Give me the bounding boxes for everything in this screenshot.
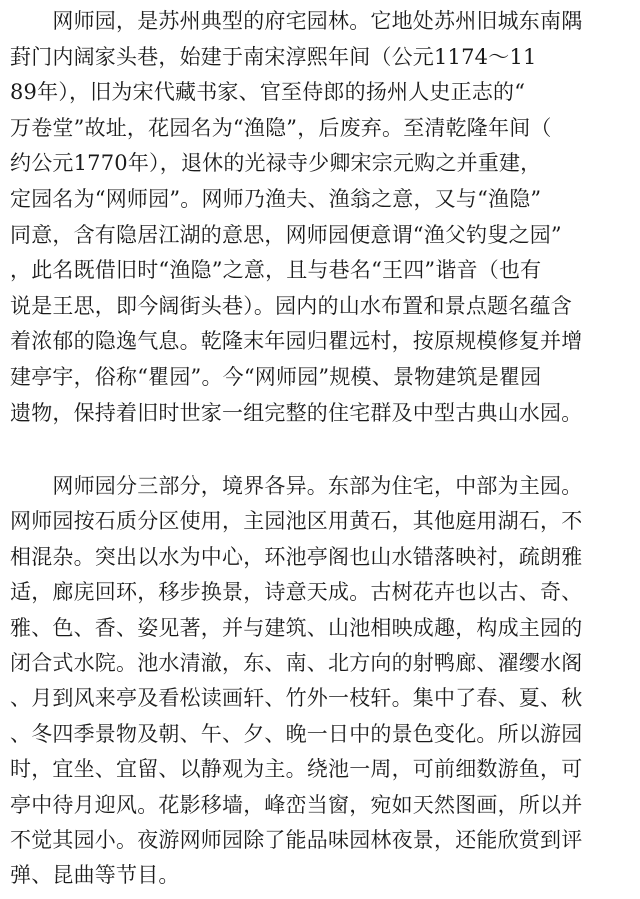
- text-line: 网师园分三部分，境界各异。东部为住宅，中部为主园。: [10, 474, 583, 498]
- text-line: 着浓郁的隐逸气息。乾隆末年园归瞿远村，按原规模修复并增: [10, 329, 583, 354]
- text-line: 遗物，保持着旧时世家一组完整的住宅群及中型古典山水园。: [10, 400, 583, 425]
- text-line: 雅、色、香、姿见著，并与建筑、山池相映成趣，构成主园的: [10, 615, 583, 640]
- text-line: 定园名为“网师园”。网师乃渔夫、渔翁之意，又与“渔隐”: [10, 186, 542, 211]
- text-line: 、月到风来亭及看松读画轩、竹外一枝轩。集中了春、夏、秋: [10, 686, 583, 711]
- text-line: 葑门内阔家头巷，始建于南宋淳熙年间（公元1174～11: [10, 44, 537, 69]
- text-line: 约公元1770年），退休的光禄寺少卿宋宗元购之并重建，: [10, 151, 542, 176]
- text-line: 闭合式水院。池水清澈，东、南、北方向的射鸭廊、濯缨水阁: [10, 650, 583, 675]
- text-line: 89年），旧为宋代藏书家、官至侍郎的扬州人史正志的“: [10, 80, 526, 105]
- paragraph-layout: [10, 469, 634, 894]
- text-line: 万卷堂”故址，花园名为“渔隐”，后废弃。至清乾隆年间（: [10, 115, 552, 140]
- text-line: 网师园按石质分区使用，主园池区用黄石，其他庭用湖石，不: [10, 509, 583, 534]
- text-line: 网师园，是苏州典型的府宅园林。它地处苏州旧城东南隅: [10, 9, 583, 33]
- text-line: 适，廊庑回环，移步换景，诗意天成。古树花卉也以古、奇、: [10, 580, 583, 605]
- text-line: 说是王思，即今阔街头巷）。园内的山水布置和景点题名蕴含: [10, 293, 572, 318]
- paragraph-history: [10, 4, 634, 431]
- text-line: 时，宜坐、宜留、以静观为主。绕池一周，可前细数游鱼，可: [10, 757, 583, 782]
- text-line: ，此名既借旧时“渔隐”之意，且与巷名“王四”谐音（也有: [10, 258, 542, 283]
- text-line: 亭中待月迎风。花影移墙，峰峦当窗，宛如天然图画，所以并: [10, 792, 583, 817]
- text-line: 相混杂。突出以水为中心，环池亭阁也山水错落映衬，疏朗雅: [10, 544, 583, 569]
- text-line: 弹、昆曲等节目。: [10, 863, 180, 888]
- text-line: 、冬四季景物及朝、午、夕、晚一日中的景色变化。所以游园: [10, 721, 583, 746]
- text-line: 同意，含有隐居江湖的意思，网师园便意谓“渔父钓叟之园”: [10, 222, 562, 247]
- text-line: 建亭宇，俗称“瞿园”。今“网师园”规模、景物建筑是瞿园: [10, 364, 542, 389]
- text-line: 不觉其园小。夜游网师园除了能品味园林夜景，还能欣赏到评: [10, 827, 583, 852]
